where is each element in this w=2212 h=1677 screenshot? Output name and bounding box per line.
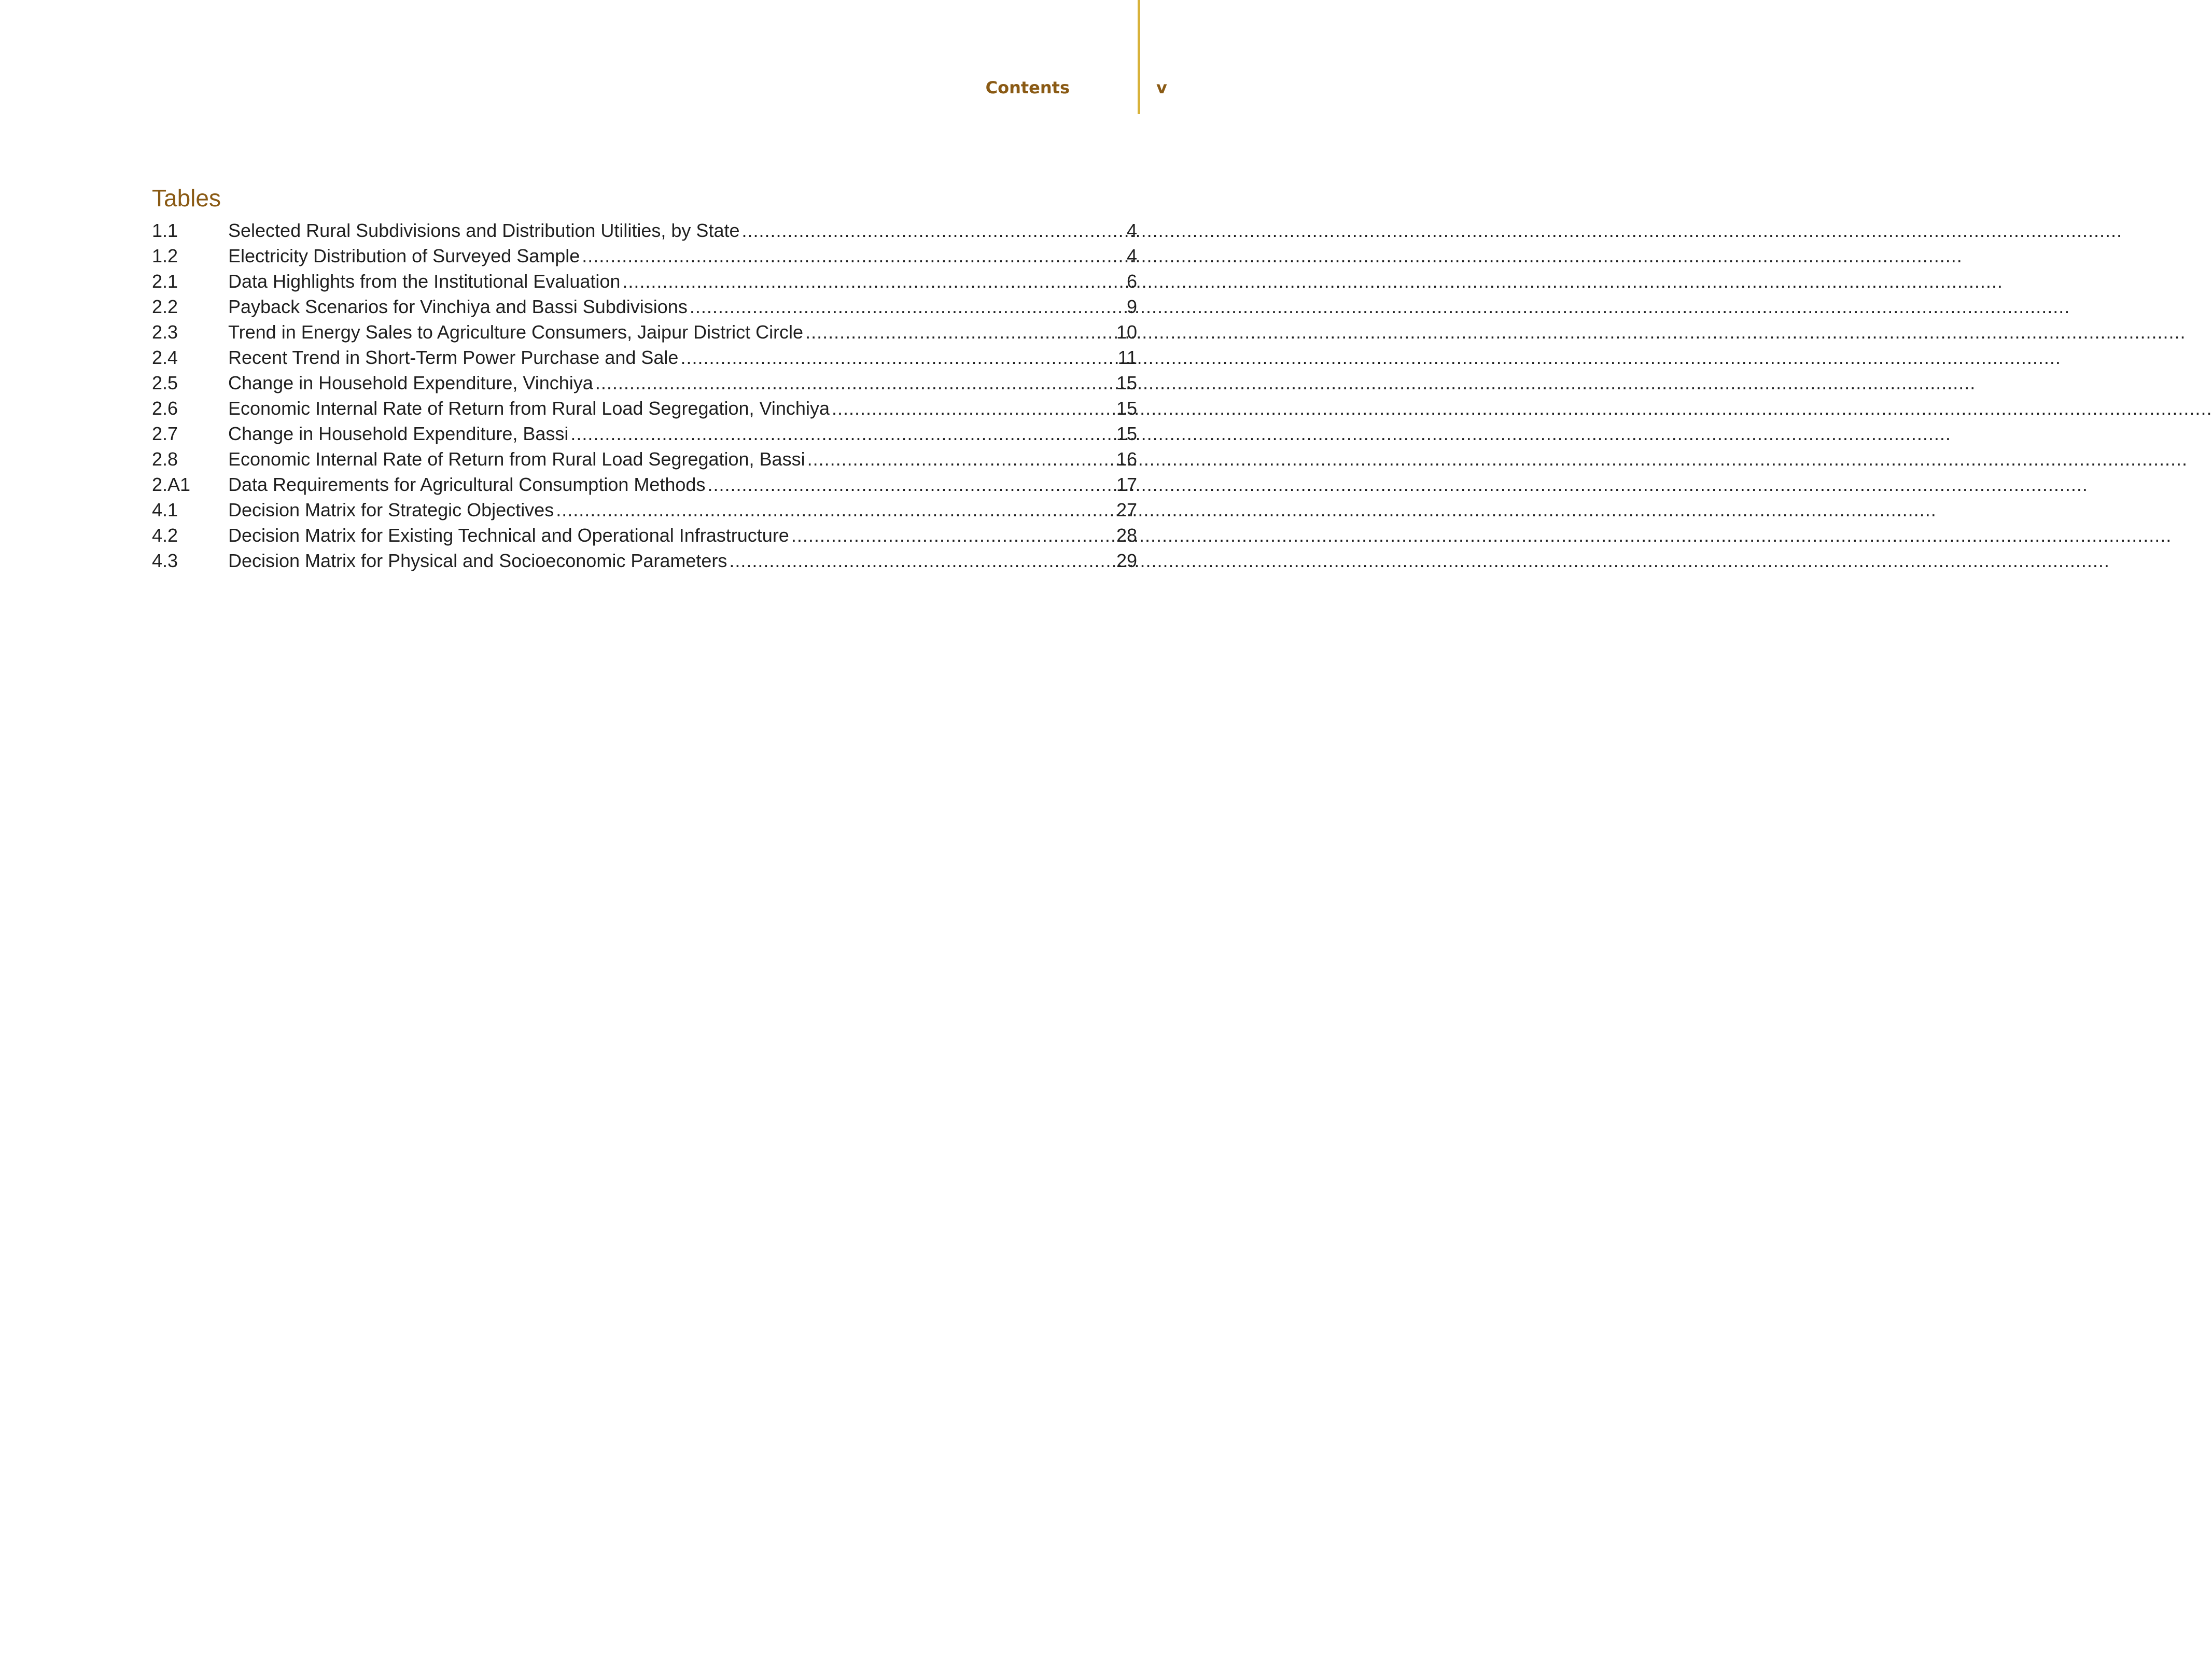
toc-entry-page: 17 xyxy=(1116,474,1137,495)
toc-entry[interactable] xyxy=(152,548,1137,573)
toc-entry[interactable] xyxy=(152,396,1137,421)
running-head: Contents xyxy=(985,78,1070,97)
toc-entry-title: Data Highlights from the Institutional Evaluation xyxy=(228,271,621,292)
toc-entry-title: Data Requirements for Agricultural Consumption Methods xyxy=(228,474,706,495)
toc-entry-page: 15 xyxy=(1116,423,1137,444)
dot-leader xyxy=(791,523,1114,548)
toc-entry-title: Trend in Energy Sales to Agriculture Consumers, Jaipur District Circle xyxy=(228,321,804,343)
toc-entry[interactable] xyxy=(152,345,1137,370)
dot-leader xyxy=(582,243,1125,269)
toc-entry[interactable] xyxy=(152,370,1137,396)
toc-entry-title: Selected Rural Subdivisions and Distribution Utilities, by State xyxy=(228,220,740,241)
toc-entry-number: 1.2 xyxy=(152,245,178,266)
toc-entry-number: 4.1 xyxy=(152,499,178,520)
dot-leader xyxy=(595,370,1114,396)
toc-entry[interactable] xyxy=(152,472,1137,497)
toc-entry-number: 4.2 xyxy=(152,525,178,546)
toc-entry-page: 4 xyxy=(1126,245,1137,266)
toc-entry-page: 16 xyxy=(1116,448,1137,470)
dot-leader xyxy=(570,421,1114,446)
dot-leader xyxy=(707,472,1114,497)
toc-entry-number: 2.3 xyxy=(152,321,178,343)
page-number: v xyxy=(1156,78,1167,97)
toc-entry-number: 2.5 xyxy=(152,372,178,393)
dot-leader xyxy=(741,218,1124,243)
toc-entry[interactable] xyxy=(152,243,1137,269)
toc-entry-page: 4 xyxy=(1126,220,1137,241)
toc-entry[interactable] xyxy=(152,218,1137,243)
toc-entry[interactable] xyxy=(152,294,1137,319)
toc-entry-page: 15 xyxy=(1116,372,1137,393)
toc-entry-title: Economic Internal Rate of Return from Rural Load Segregation, Vinchiya xyxy=(228,398,830,419)
toc-entry[interactable] xyxy=(152,523,1137,548)
toc-entry-title: Change in Household Expenditure, Bassi xyxy=(228,423,569,444)
toc-entry-number: 2.6 xyxy=(152,398,178,419)
toc-entry[interactable] xyxy=(152,446,1137,472)
dot-leader xyxy=(805,319,1114,345)
dot-leader xyxy=(832,396,1114,421)
toc-entry-number: 2.2 xyxy=(152,296,178,317)
toc-entry-number: 1.1 xyxy=(152,220,178,241)
toc-entry-number: 2.8 xyxy=(152,448,178,470)
toc-entry-title: Decision Matrix for Existing Technical and Operational Infrastructure xyxy=(228,525,789,546)
toc-entry-title: Decision Matrix for Physical and Socioeconomic Parameters xyxy=(228,550,727,571)
toc-entry[interactable] xyxy=(152,421,1137,446)
dot-leader xyxy=(680,345,1115,370)
toc-entry-page: 29 xyxy=(1116,550,1137,571)
toc-entry-page: 6 xyxy=(1126,271,1137,292)
toc-entry-page: 27 xyxy=(1116,499,1137,520)
toc-entry-page: 10 xyxy=(1116,321,1137,343)
toc-entry-title: Change in Household Expenditure, Vinchiya xyxy=(228,372,593,393)
toc-entry-page: 15 xyxy=(1116,398,1137,419)
toc-entry[interactable] xyxy=(152,319,1137,345)
toc-entry-number: 2.4 xyxy=(152,347,178,368)
toc-entry-number: 2.7 xyxy=(152,423,178,444)
toc-entry-title: Economic Internal Rate of Return from Rural Load Segregation, Bassi xyxy=(228,448,805,470)
toc-entry-title: Decision Matrix for Strategic Objectives xyxy=(228,499,554,520)
dot-leader xyxy=(556,497,1114,523)
table-of-contents-list xyxy=(152,218,1137,573)
toc-entry-number: 2.1 xyxy=(152,271,178,292)
toc-entry-number: 2.A1 xyxy=(152,474,191,495)
toc-entry-number: 4.3 xyxy=(152,550,178,571)
header-rule xyxy=(1138,0,1140,114)
toc-entry-page: 28 xyxy=(1116,525,1137,546)
toc-entry-page: 11 xyxy=(1117,347,1137,368)
toc-entry-title: Recent Trend in Short-Term Power Purchase and Sale xyxy=(228,347,679,368)
toc-entry-title: Electricity Distribution of Surveyed Sample xyxy=(228,245,580,266)
toc-entry[interactable] xyxy=(152,497,1137,523)
dot-leader xyxy=(807,446,1114,472)
dot-leader xyxy=(729,548,1114,573)
toc-entry-title: Payback Scenarios for Vinchiya and Bassi Subdivisions xyxy=(228,296,688,317)
dot-leader xyxy=(622,269,1125,294)
toc-entry[interactable] xyxy=(152,269,1137,294)
toc-entry-page: 9 xyxy=(1126,296,1137,317)
section-title: Tables xyxy=(152,185,221,212)
dot-leader xyxy=(690,294,1125,319)
